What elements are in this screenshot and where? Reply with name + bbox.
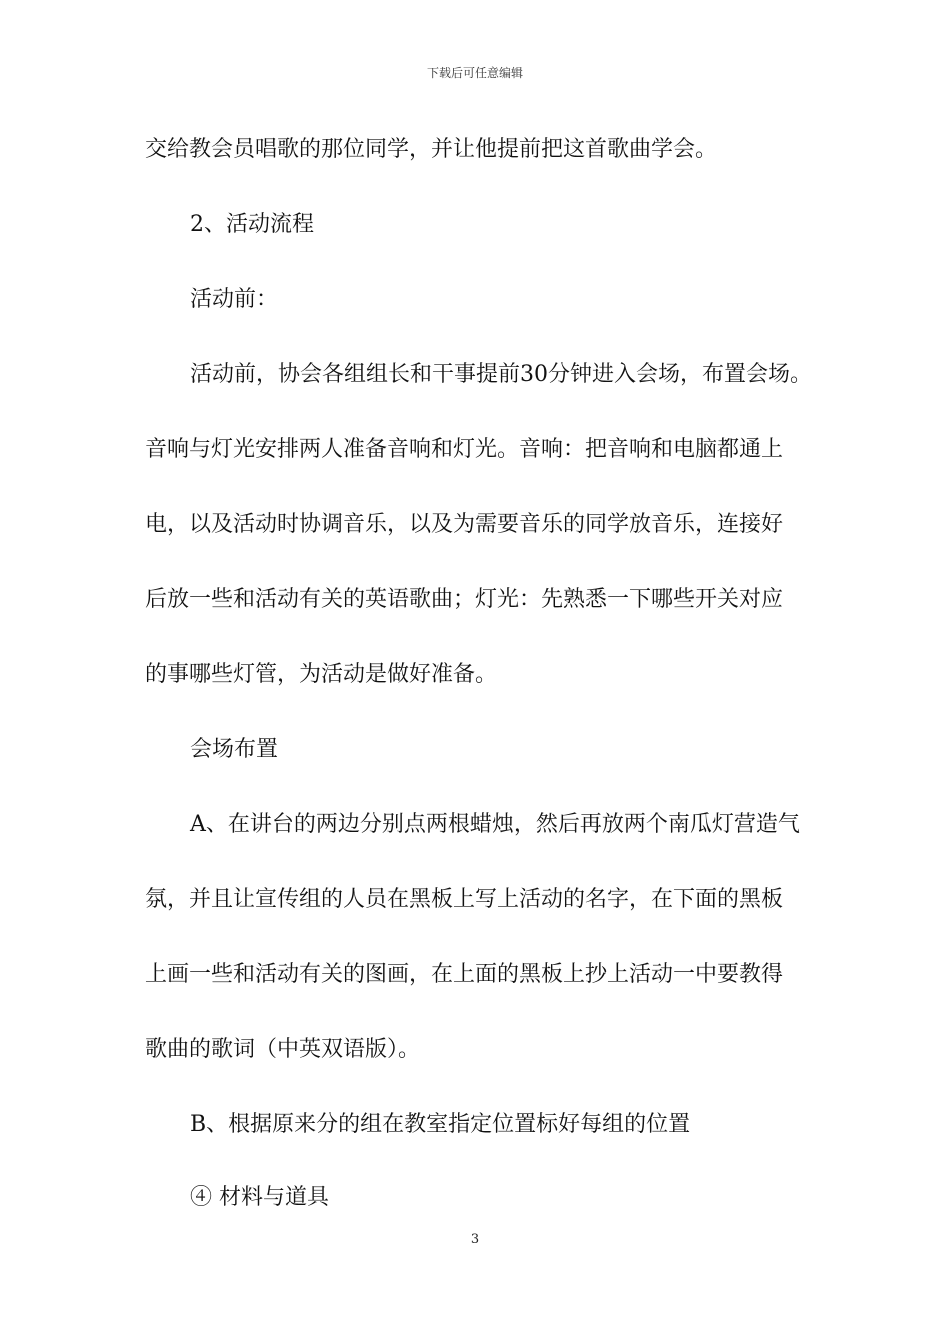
subheading: 会场布置 — [190, 737, 279, 762]
paragraph-line: 的事哪些灯管，为活动是做好准备。 — [145, 662, 498, 687]
page-number: 3 — [470, 1232, 480, 1247]
header-note: 下载后可任意编辑 — [426, 66, 523, 80]
paragraph-line: 活动前，协会各组组长和干事提前30分钟进入会场，布置会场。 — [190, 362, 812, 387]
subheading: ④ 材料与道具 — [190, 1185, 329, 1210]
paragraph-line: 氛，并且让宣传组的人员在黑板上写上活动的名字，在下面的黑板 — [145, 887, 784, 912]
paragraph-line: B、根据原来分的组在教室指定位置标好每组的位置 — [190, 1112, 691, 1137]
paragraph-line: 电，以及活动时协调音乐，以及为需要音乐的同学放音乐，连接好 — [145, 512, 784, 537]
subheading: 活动前： — [190, 287, 279, 312]
paragraph-line: 歌曲的歌词（中英双语版）。 — [145, 1037, 421, 1062]
section-heading: 2、活动流程 — [190, 212, 314, 237]
paragraph-line: 上画一些和活动有关的图画，在上面的黑板上抄上活动一中要教得 — [145, 962, 784, 987]
paragraph-line: 后放一些和活动有关的英语歌曲；灯光：先熟悉一下哪些开关对应 — [145, 587, 784, 612]
paragraph-line: 交给教会员唱歌的那位同学，并让他提前把这首歌曲学会。 — [145, 137, 718, 162]
paragraph-line: A、在讲台的两边分别点两根蜡烛，然后再放两个南瓜灯营造气 — [190, 812, 800, 837]
paragraph-line: 音响与灯光安排两人准备音响和灯光。音响：把音响和电脑都通上 — [145, 437, 784, 462]
